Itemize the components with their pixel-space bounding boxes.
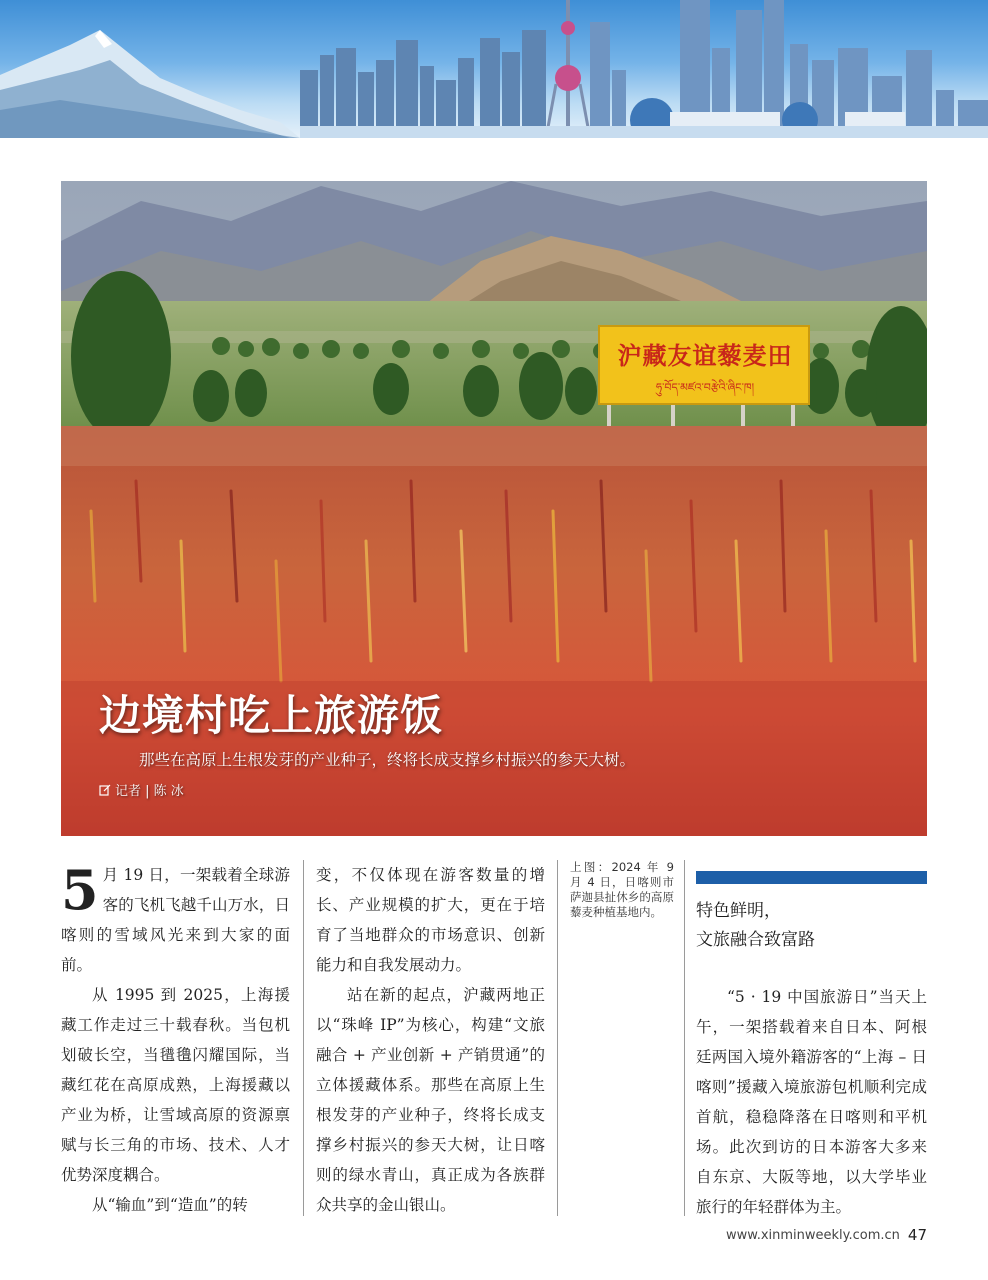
sign-tibetan-text: ཧུ་བོད་མཛའ་བརྩེའི་ཞིང་ཁ། xyxy=(655,381,755,394)
body-column-1 xyxy=(61,860,290,1220)
website-url: www.xinminweekly.com.cn xyxy=(725,1227,900,1243)
section-heading xyxy=(696,897,927,955)
page-footer xyxy=(726,1226,927,1244)
paragraph-text: 月 19 日，一架载着全球游客的飞机飞越千山万水，日喀则的雪域风光来到大家的面前。 xyxy=(61,866,290,974)
column-divider xyxy=(684,860,685,1216)
body-column-2 xyxy=(316,860,545,1220)
article-subtitle: 那些在高原上生根发芽的产业种子，终将长成支撑乡村振兴的参天大树。 xyxy=(139,751,636,769)
column-divider xyxy=(557,860,558,1216)
byline-text: 记者 | 陈 冰 xyxy=(115,784,184,799)
column-divider xyxy=(303,860,304,1216)
paragraph: 变，不仅体现在游客数量的增长、产业规模的扩大，更在于培育了当地群众的市场意识、创新能力和自我发展动力。 xyxy=(316,866,545,974)
paragraph xyxy=(61,860,290,980)
photo-caption: 上图：2024 年 9 月 4 日，日喀则市萨迦县扯休乡的高原藜麦种植基地内。 xyxy=(570,860,674,919)
skyline-illustration xyxy=(0,0,988,138)
paragraph: 站在新的起点，沪藏两地正以“珠峰 IP”为核心，构建“文旅融合 + 产业创新 + 产销贯通”的立体援藏体系。那些在高原上生根发芽的产业种子，终将长成支撑乡村振兴的参天大树，让日喀则的绿水青山，真正成为各族群众共享的金山银山。 xyxy=(316,986,545,1214)
paragraph: “5 · 19 中国旅游日”当天上午，一架搭载着来自日本、阿根廷两国入境外籍游客的“上海 – 日喀则”援藏入境旅游包机顺利完成首航，稳稳降落在日喀则和平机场。此次到访的日本游客大多来自东京、大阪等地，以大学毕业旅行的年轻群体为主。 xyxy=(696,988,927,1216)
section-accent-bar xyxy=(696,871,927,884)
pen-icon xyxy=(99,784,111,796)
article-title: 边境村吃上旅游饭 xyxy=(99,691,444,740)
tv-tower-icon xyxy=(546,0,590,138)
byline xyxy=(99,780,184,799)
hero-photo xyxy=(61,181,927,836)
paragraph: 从“输血”到“造血”的转 xyxy=(92,1196,248,1214)
header-banner xyxy=(0,0,988,138)
body-column-3 xyxy=(696,982,927,1222)
page-number: 47 xyxy=(907,1226,927,1244)
sign-text: 沪藏友谊藜麦田 xyxy=(617,341,793,370)
section-heading-line: 特色鲜明， xyxy=(696,901,781,921)
drop-cap: 5 xyxy=(61,858,99,922)
section-heading-line: 文旅融合致富路 xyxy=(696,930,815,950)
paragraph: 从 1995 到 2025，上海援藏工作走过三十载春秋。当包机划破长空，当氆氇闪耀国际，当藏红花在高原成熟，上海援藏以产业为桥，让雪域高原的资源禀赋与长三角的市场、技术、人才优势深度耦合。 xyxy=(61,986,290,1184)
